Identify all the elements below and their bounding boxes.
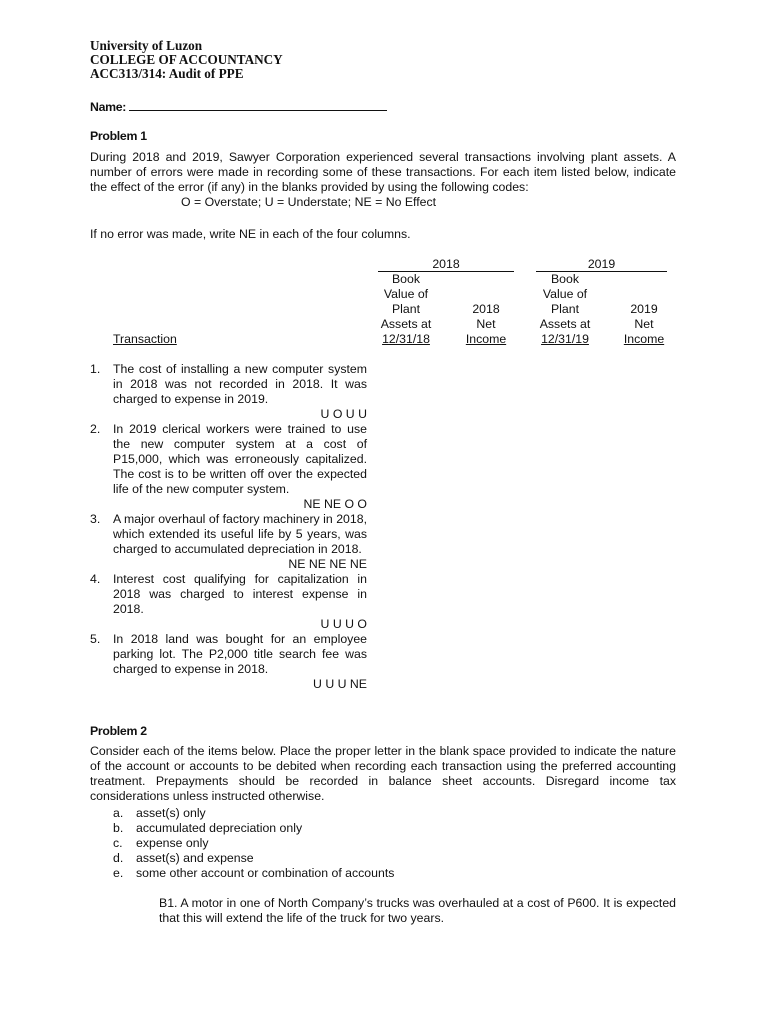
- item-answer: NE NE NE NE: [288, 557, 367, 571]
- course-title: ACC313/314: Audit of PPE: [90, 66, 244, 81]
- problem2-intro: Consider each of the items below. Place the proper letter in the blank space provided to indicate the nature of the account or accounts to be debited when recording each transaction using the preferred accounting treatment. Prepayments should be recorded in balance sheet accounts. Disregard income tax considerations unless instructed otherwise.: [90, 744, 676, 803]
- problem2-title: Problem 2: [90, 724, 147, 738]
- year-header-2019: 2019: [536, 258, 667, 272]
- option-item: d. asset(s) and expense: [113, 851, 254, 865]
- name-label: Name:: [90, 100, 127, 114]
- university-name: University of Luzon: [90, 38, 203, 53]
- list-item: 4. Interest cost qualifying for capitalization in 2018 was charged to interest expense in 2018.: [90, 572, 367, 616]
- options-list: [113, 806, 394, 881]
- list-item: 5. In 2018 land was bought for an employee parking lot. The P2,000 title search fee was charged to expense in 2018.: [90, 632, 367, 676]
- transaction-column-header: Transaction: [113, 332, 177, 346]
- year-header-2018: 2018: [378, 258, 514, 272]
- item-answer: U U U O: [320, 617, 367, 631]
- item-answer: U U U NE: [313, 677, 367, 691]
- name-blank-line[interactable]: [129, 99, 387, 111]
- no-error-note: If no error was made, write NE in each of the four columns.: [90, 227, 411, 241]
- college-name: COLLEGE OF ACCOUNTANCY: [90, 52, 283, 67]
- column-header-bv-2019: Book Value of Plant Assets at 12/31/19: [539, 272, 591, 346]
- list-item: 3. A major overhaul of factory machinery in 2018, which extended its useful life by 5 years, was charged to accumulated depreciation in 2018.: [90, 512, 367, 556]
- column-header-ni-2018: 2018 Net Income: [465, 302, 507, 346]
- name-field: [90, 99, 387, 115]
- item-answer: U O U U: [320, 407, 367, 421]
- option-item: a. asset(s) only: [113, 806, 206, 820]
- list-item: 1. The cost of installing a new computer system in 2018 was not recorded in 2018. It was charged to expense in 2019.: [90, 362, 367, 406]
- transaction-list: [90, 362, 367, 692]
- option-item: e. some other account or combination of accounts: [113, 866, 395, 880]
- problem1-title: Problem 1: [90, 129, 147, 143]
- option-item: b. accumulated depreciation only: [113, 821, 303, 835]
- option-item: c. expense only: [113, 836, 209, 850]
- document-header: [90, 39, 283, 81]
- codes-legend: O = Overstate; U = Understate; NE = No Effect: [181, 195, 437, 209]
- column-header-bv-2018: Book Value of Plant Assets at 12/31/18: [380, 272, 432, 346]
- list-item: 2. In 2019 clerical workers were trained to use the new computer system at a cost of P15,000, which was erroneously capitalized. The cost is to be written off over the expected life of the new computer system.: [90, 422, 367, 496]
- item-answer: NE NE O O: [303, 497, 367, 511]
- question-b1: B1. A motor in one of North Company’s trucks was overhauled at a cost of P600. It is expected that this will extend the life of the truck for two years.: [159, 896, 676, 925]
- column-header-ni-2019: 2019 Net Income: [623, 302, 665, 346]
- problem1-intro: During 2018 and 2019, Sawyer Corporation experienced several transactions involving plant assets. A number of errors were made in recording some of these transactions. For each item listed below, indicate the effect of the error (if any) in the blanks provided by using the following codes:: [90, 150, 676, 194]
